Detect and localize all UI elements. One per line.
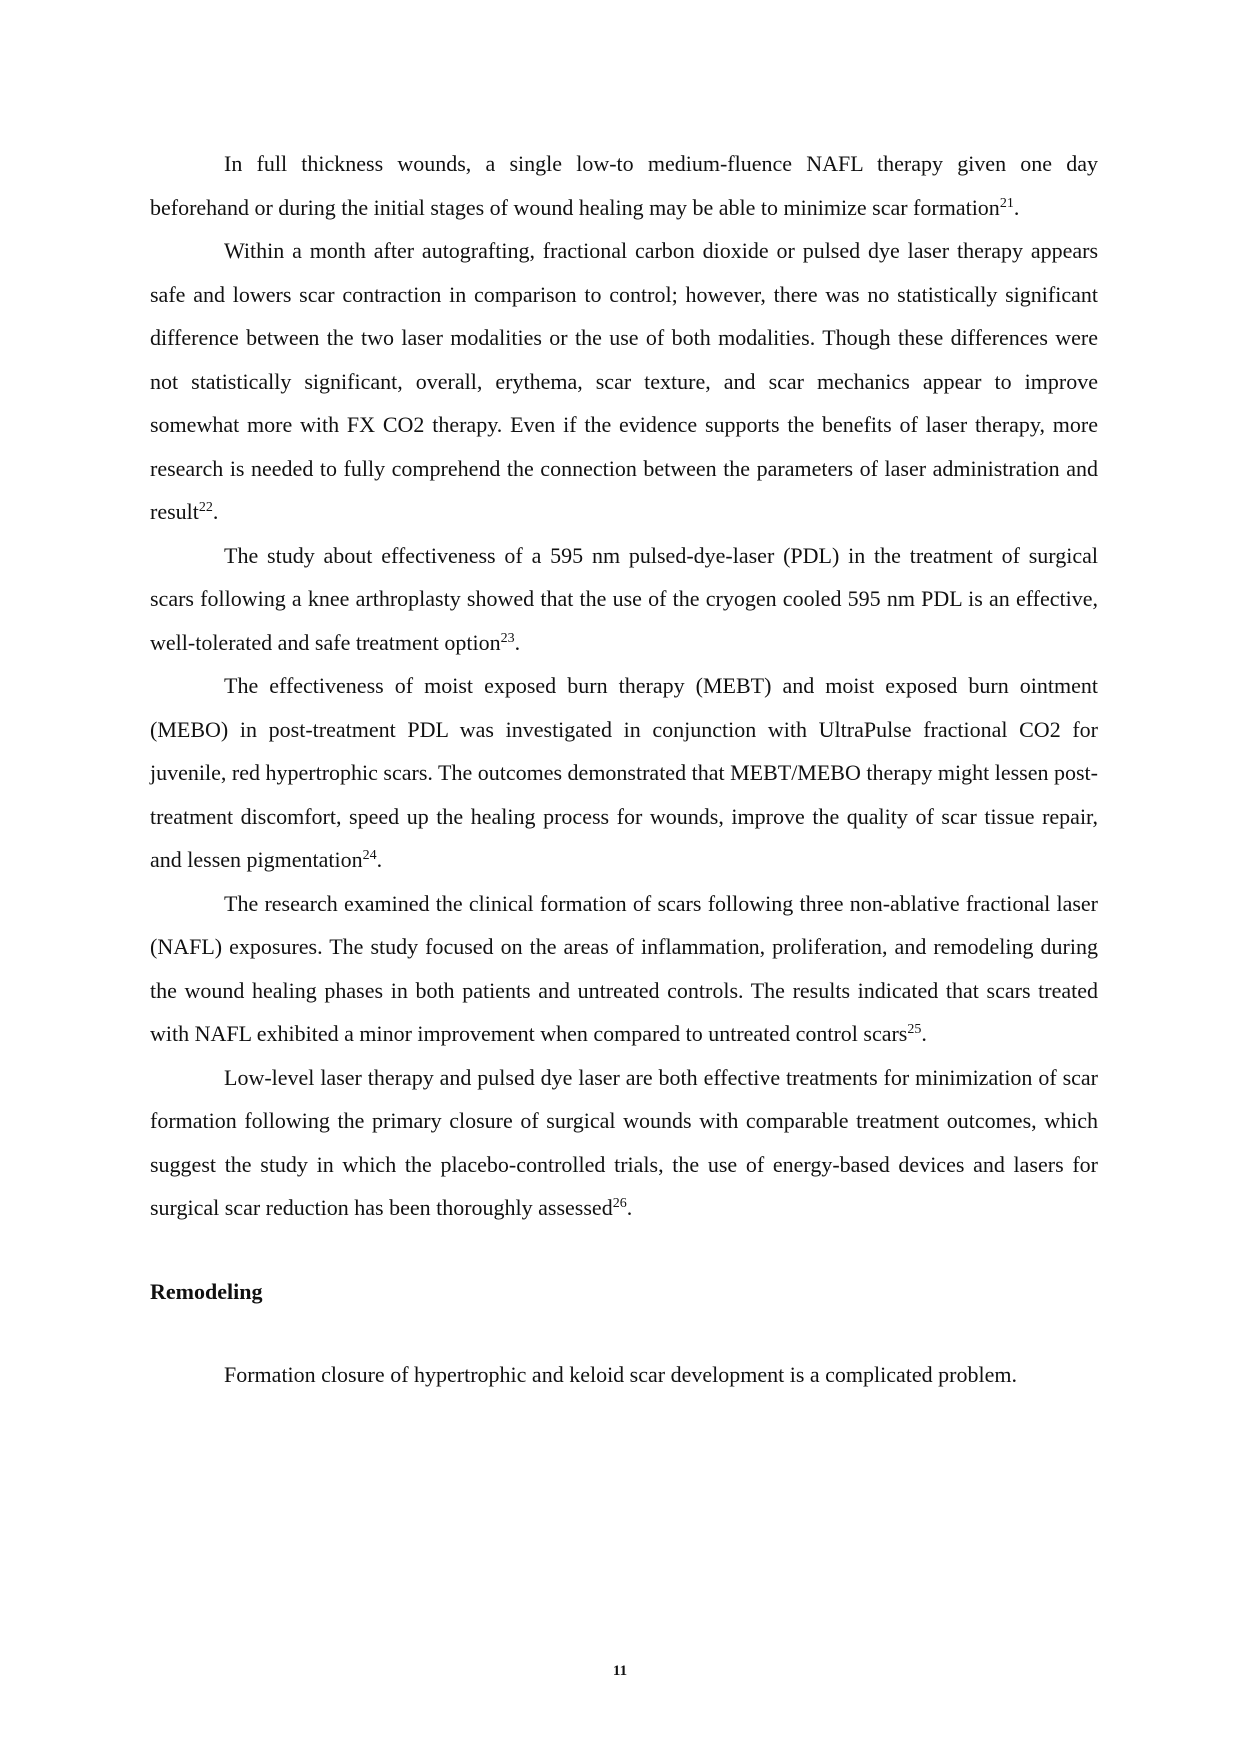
section-heading-remodeling: Remodeling: [150, 1278, 263, 1304]
reference-22: 22: [198, 500, 213, 515]
paragraph-remodeling: Formation closure of hypertrophic and keloid scar development is a complicated problem.: [224, 1362, 1017, 1387]
reference-23: 23: [500, 630, 515, 646]
reference-24: 24: [362, 848, 377, 863]
paragraph-nafl-full-thickness: In full thickness wounds, a single low-to medium-fluence NAFL therapy given one day beforehand or during the initial stages of wound healing may be able to minimize scar formation$^{21}$.: [150, 151, 1098, 220]
paragraph-pdl-knee: The study about effectiveness of a 595 nm pulsed-dye-laser (PDL) in the treatment of surgical scars following a knee arthroplasty showed that the use of the cryogen cooled 595 nm PDL is an effective, well-tolerated and safe treatment option$^{23}$.: [150, 542, 1098, 655]
paragraph-low-level-laser: Low-level laser therapy and pulsed dye laser are both effective treatments for minimization of scar formation following the primary closure of surgical wounds with comparable treatment outcomes, which suggest the study in which the placebo-controlled trials, the use of energy-based devices and lasers for surgical scar reduction has been thoroughly assessed$^{26}$.: [150, 1064, 1098, 1220]
reference-25: 25: [907, 1022, 922, 1037]
page-body: [150, 142, 1098, 1397]
paragraph-mebt-mebo: The effectiveness of moist exposed burn therapy (MEBT) and moist exposed burn ointment (MEBO) in post-treatment PDL was investigated in conjunction with UltraPulse fractional CO2 for juvenile, red hypertrophic scars. The outcomes demonstrated that MEBT/MEBO therapy might lessen post-treatment discomfort, speed up the healing process for wounds, improve the quality of scar tissue repair, and lessen pigmentation$^{24}$.: [150, 673, 1098, 872]
reference-21: 21: [999, 195, 1014, 211]
reference-26: 26: [612, 1196, 627, 1211]
page-number: 11: [612, 1663, 628, 1679]
paragraph-autografting: Within a month after autografting, fractional carbon dioxide or pulsed dye laser therapy appears safe and lowers scar contraction in comparison to control; however, there was no statistically significant difference between the two laser modalities or the use of both modalities. Though these differences were not statistically significant, overall, erythema, scar texture, and scar mechanics appear to improve somewhat more with FX CO2 therapy. Even if the evidence supports the benefits of laser therapy, more research is needed to fully comprehend the connection between the parameters of laser administration and result$^{22}$.: [150, 238, 1098, 524]
paragraph-nafl-exposures: The research examined the clinical formation of scars following three non-ablative fractional laser (NAFL) exposures. The study focused on the areas of inflammation, proliferation, and remodeling during the wound healing phases in both patients and untreated controls. The results indicated that scars treated with NAFL exhibited a minor improvement when compared to untreated control scars$^{25}$.: [150, 890, 1098, 1046]
